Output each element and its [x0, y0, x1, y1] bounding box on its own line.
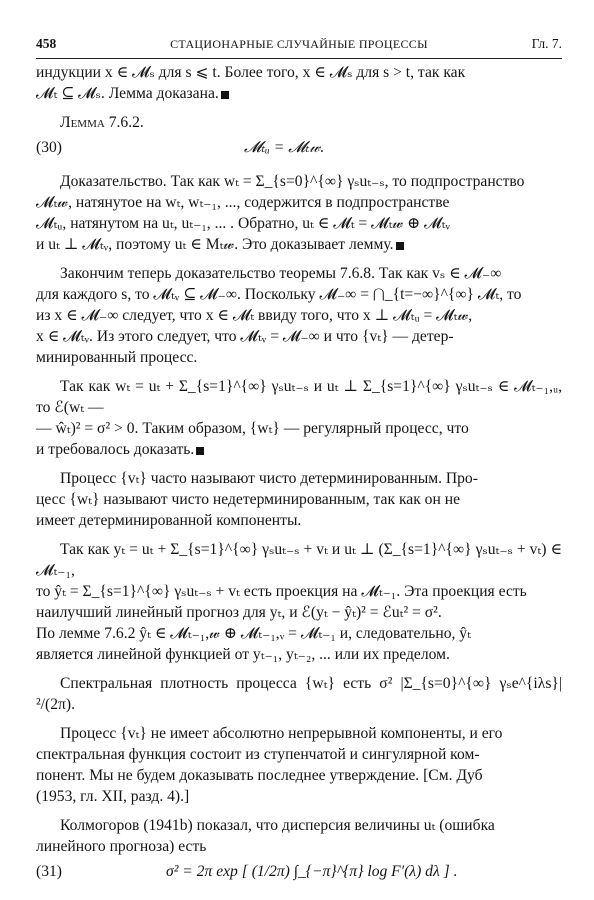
text-line: Доказательство. Так как wₜ = Σ_{s=0}^{∞} γₛuₜ₋ₛ, то подпространство — [60, 173, 525, 190]
text-line: то ŷₜ = Σ_{s=1}^{∞} γₛuₜ₋ₛ + vₜ есть проекция на 𝓜ₜ₋₁. Эта проекция есть — [36, 583, 527, 600]
text-line: — ŵₜ)² = σ² > 0. Таким образом, {wₜ} — регулярный процесс, что — [36, 420, 469, 437]
header-rule — [36, 58, 562, 59]
chapter-label: Гл. 7. — [531, 36, 562, 51]
equation-body: 𝓜ₜᵤ = 𝓜ₜ𝓌. — [244, 139, 325, 156]
equation-31 — [36, 857, 562, 887]
equation-tag: (31) — [36, 863, 62, 880]
text-line: для каждого s, то 𝓜ₜᵥ ⊆ 𝓜₋∞. Поскольку 𝓜₋∞ = ⋂_{t=−∞}^{∞} 𝓜ₜ, то — [36, 286, 522, 303]
text-line: понент. Мы не будем доказывать последнее утверждение. [См. Дуб — [36, 767, 483, 784]
qed-square-icon — [396, 242, 404, 250]
spacer — [36, 255, 562, 263]
text-span: 𝓜ₜ ⊆ 𝓜ₛ. Лемма доказана. — [36, 85, 219, 102]
text-line: Процесс {vₜ} не имеет абсолютно непрерывной компоненты, и его — [60, 725, 503, 742]
text-line: 𝓜ₜ𝓌, натянутое на wₜ, wₜ₋₁, ..., содержится в подпространстве — [36, 194, 450, 211]
text-line — [36, 439, 562, 460]
equation-30 — [36, 133, 562, 163]
spacer — [36, 460, 562, 468]
text-line: По лемме 7.6.2 ŷₜ ∈ 𝓜ₜ₋₁,𝓌 ⊕ 𝓜ₜ₋₁,ᵥ = 𝓜ₜ₋₁ и, следовательно, ŷₜ — [36, 625, 471, 642]
qed-square-icon — [221, 91, 229, 99]
spacer — [36, 163, 562, 171]
text-line: (1953, гл. XII, разд. 4).] — [36, 788, 190, 805]
text-line: спектральная функция состоит из ступенчатой и сингулярной ком- — [36, 746, 480, 763]
text-line: цесс {wₜ} называют чисто недетерминированным, так как он не — [36, 491, 460, 508]
page-body — [36, 62, 562, 887]
lemma-heading — [36, 112, 562, 133]
text-line: из x ∈ 𝓜₋∞ следует, что x ∈ 𝓜ₜ ввиду того, что x ⊥ 𝓜ₜᵤ = 𝓜ₜ𝓌, — [36, 307, 473, 324]
text-span: и uₜ ⊥ 𝓜ₜᵥ, поэтому uₜ ∈ Mₜ𝓌. Это доказывает лемму. — [36, 236, 394, 253]
text-line: имеет детерминированной компоненты. — [36, 512, 302, 529]
text-span: Лемма 7.6.2. — [60, 114, 144, 131]
text-span: и требовалось доказать. — [36, 441, 195, 458]
text-line: Спектральная плотность процесса {wₜ} есть σ² |Σ_{s=0}^{∞} γₛe^{iλs}|²/(2π). — [36, 675, 562, 713]
spacer — [36, 715, 562, 723]
spacer — [36, 531, 562, 539]
text-line: 𝓜ₜᵤ, натянутом на uₜ, uₜ₋₁, ... . Обратно, uₜ ∈ 𝓜ₜ = 𝓜ₜ𝓌 ⊕ 𝓜ₜᵥ — [36, 215, 450, 232]
running-title: СТАЦИОНАРНЫЕ СЛУЧАЙНЫЕ ПРОЦЕССЫ — [170, 37, 428, 51]
text-line: Так как yₜ = uₜ + Σ_{s=1}^{∞} γₛuₜ₋ₛ + vₜ и uₜ ⊥ (Σ_{s=1}^{∞} γₛuₜ₋ₛ + vₜ) ∈ 𝓜ₜ₋₁, — [36, 541, 562, 579]
text-line: индукции x ∈ 𝓜ₛ для s ⩽ t. Более того, x ∈ 𝓜ₛ для s > t, так как — [36, 64, 466, 81]
text-line: наилучший линейный прогноз для yₜ, и ℰ(yₜ − ŷₜ)² = ℰuₜ² = σ². — [36, 604, 442, 621]
spacer — [36, 104, 562, 112]
text-line: Закончим теперь доказательство теоремы 7.6.8. Так как vₛ ∈ 𝓜₋∞ — [60, 265, 502, 282]
text-line — [36, 234, 562, 255]
page-number: 458 — [36, 36, 57, 51]
qed-square-icon — [196, 447, 204, 455]
text-line — [36, 83, 562, 104]
spacer — [36, 807, 562, 815]
text-line: минированный процесс. — [36, 349, 198, 366]
page-header — [36, 36, 562, 58]
text-line: линейного прогноза) есть — [36, 838, 207, 855]
equation-tag: (30) — [36, 139, 62, 156]
spacer — [36, 665, 562, 673]
equation-body: σ² = 2π exp [ (1/2π) ∫_{−π}^{π} log F′(λ) dλ ] . — [166, 863, 458, 880]
text-line: Так как wₜ = uₜ + Σ_{s=1}^{∞} γₛuₜ₋ₛ и uₜ ⊥ Σ_{s=1}^{∞} γₛuₜ₋ₛ ∈ 𝓜ₜ₋₁,ᵤ, то ℰ(wₜ — — [36, 378, 562, 416]
spacer — [36, 368, 562, 376]
text-line: Колмогоров (1941b) показал, что дисперсия величины uₜ (ошибка — [60, 817, 495, 834]
text-line: x ∈ 𝓜ₜᵥ. Из этого следует, что 𝓜ₜᵥ = 𝓜₋∞ и что {vₜ} — детер- — [36, 328, 454, 345]
text-line: Процесс {vₜ} часто называют чисто детерминированным. Про- — [60, 470, 478, 487]
text-line: является линейной функцией от yₜ₋₁, yₜ₋₂, ... или их пределом. — [36, 646, 450, 663]
